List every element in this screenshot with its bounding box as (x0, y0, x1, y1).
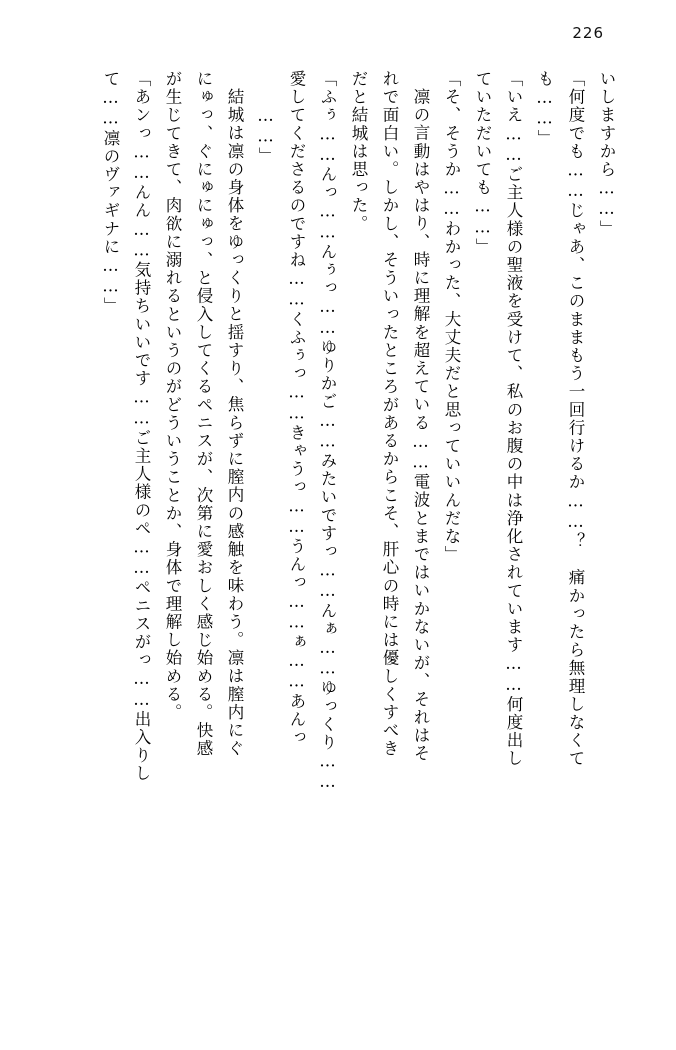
text-line: いしますから……」 (597, 70, 616, 238)
text-line: にゅっ、ぐにゅにゅっ、と侵入してくるペニスが、次第に愛おしく感じ始める。快感 (194, 70, 213, 758)
text-line: れで面白い。しかし、そういったところがあるからこそ、肝心の時には優しくすべき (380, 70, 399, 758)
text-line: 「ふぅ……んっ……んぅっ……ゆりかご……みたいですっ……んぁ……ゆっくり…… (318, 70, 337, 793)
text-line: て……凛のヴァギナに……」 (101, 70, 120, 316)
text-line: 凛の言動はやはり、時に理解を超えている……電波とまではいかないが、それはそ (411, 88, 430, 763)
text-line: 「いえ……ご主人様の聖液を受けて、私のお腹の中は浄化されています……何度出し (504, 70, 523, 768)
text-line: ……」 (256, 106, 275, 166)
text-line: 結城は凛の身体をゆっくりと揺すり、焦らずに膣内の感触を味わう。凛は膣内にぐ (225, 88, 244, 758)
text-line: も……」 (535, 70, 554, 148)
text-line: が生じてきて、肉欲に溺れるというのがどういうことか、身体で理解し始める。 (163, 70, 182, 722)
text-line: 「そ、そうか……わかった、大丈夫だと思っていいんだな」 (442, 70, 461, 564)
text-line: 「あンっ……んん……気持ちいいです……ご主人様のペ……ペニスがっ……出入りし (132, 70, 151, 783)
text-line: だと結城は思った。 (349, 70, 368, 233)
page-number: 226 (572, 24, 604, 42)
text-line: ていただいても……」 (473, 70, 492, 256)
vertical-text-body (40, 70, 622, 1000)
text-line: 愛してくださるのですね……くふぅっ……きゃうっ……うんっ……ぁ……あんっ (287, 70, 306, 747)
text-line: 「何度でも……じゃあ、このままもう一回行けるか……？ 痛かったら無理しなくて (566, 70, 585, 768)
